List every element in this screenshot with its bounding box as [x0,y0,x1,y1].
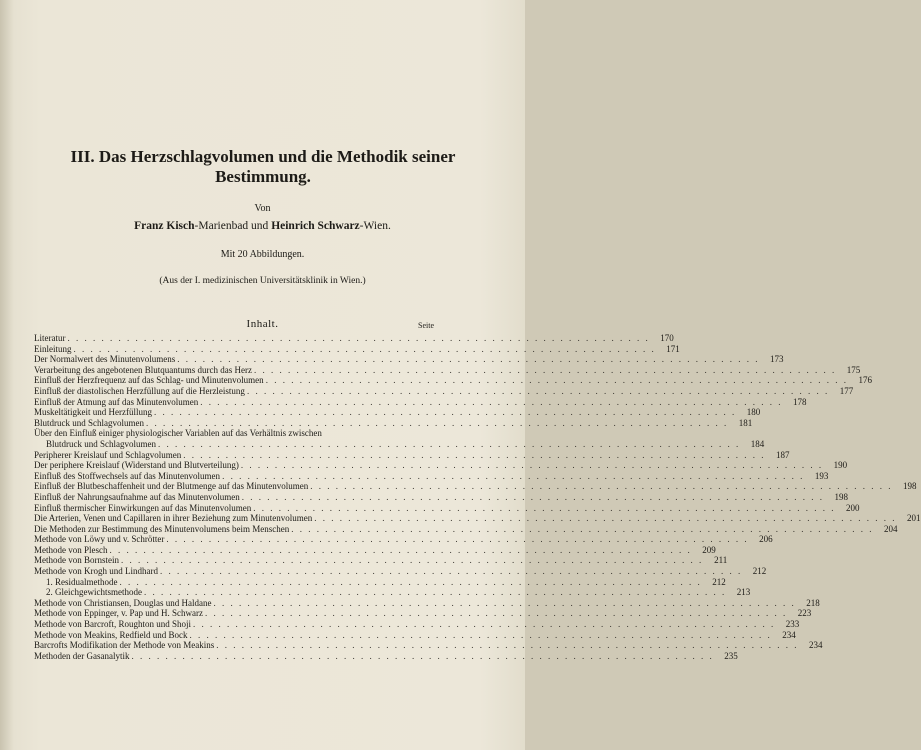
toc-entry [34,460,848,471]
toc-entry-title: Muskeltätigkeit und Herzfüllung [34,407,152,418]
toc-leader-dots: . . . . . . . . . . . . . . . . . . . . . . . . . . . . . . . . . . . . . . . . . . . . . . . . . . . . . . . . . . . . . . . . . . . . . [166,534,749,545]
toc-entry-page: 212 [712,576,726,587]
toc-entry-page: 234 [808,640,823,651]
toc-entry-page: 200 [845,502,860,513]
toc-entry-page: 170 [660,333,674,343]
toc-leader-dots: . . . . . . . . . . . . . . . . . . . . . . . . . . . . . . . . . . . . . . . . . . . . . . . . . . . . . . . . . . . . . . . . . . . . . [189,629,772,640]
toc-entry [34,417,753,429]
toc-entry-title: Einfluß der diastolischen Herzfüllung auf die Herzleistung [34,385,245,396]
toc-leader-dots: . . . . . . . . . . . . . . . . . . . . . . . . . . . . . . . . . . . . . . . . . . . . . . . . . . . . . . . . . . . . . . . . . . . . . [253,364,837,375]
toc-entry-title: Die Arterien, Venen und Capillaren in ihrer Beziehung zum Minutenvolumen [34,513,313,524]
toc-entry [34,364,861,376]
toc-entry-title: Peripherer Kreislauf und Schlagvolumen [34,449,182,460]
toc-entry-page: 198 [903,481,917,492]
toc-entry-page: 181 [738,417,753,428]
toc-entry-title: Blutdruck und Schlagvolumen [34,417,144,428]
toc-leader-dots: . . . . . . . . . . . . . . . . . . . . . . . . . . . . . . . . . . . . . . . . . . . . . . . . . . . . . . . . . . . . . . . . . . . . . [241,491,824,502]
toc-leader-dots: . . . . . . . . . . . . . . . . . . . . . . . . . . . . . . . . . . . . . . . . . . . . . . . . . . . . . . . . . . . . . . . . . . . . . [109,544,692,555]
toc-leader-dots: . . . . . . . . . . . . . . . . . . . . . . . . . . . . . . . . . . . . . . . . . . . . . . . . . . . . . . . . . . . . . . . . . . . . . [205,608,788,619]
toc-entry [34,534,773,545]
toc-entry-page: 176 [858,375,872,386]
toc-entry-title: Einleitung [34,343,72,354]
toc-entry [34,523,898,535]
toc-entry [34,470,829,482]
toc-entry [34,491,848,503]
toc-entry [34,597,820,609]
toc-entry-title: Einfluß der Herzfrequenz auf das Schlag- und Minutenvolumen [34,375,264,386]
toc-entry-page: 211 [714,555,728,566]
toc-entry [34,481,917,492]
toc-entry-title: Die Methoden zur Bestimmung des Minutenvolumens beim Menschen [34,523,290,534]
toc-entry-page: 213 [736,587,751,598]
toc-entry [34,619,800,630]
toc-entry [34,407,761,418]
toc-entry-title: Verarbeitung des angebotenen Blutquantums durch das Herz [34,364,252,375]
toc-entry-page: 177 [839,385,854,396]
author-1: Franz Kisch [134,220,195,232]
table-of-contents [34,333,921,661]
toc-entry-title: Methode von Krogh und Lindhard [34,566,158,577]
toc-entry-title: Der Normalwert des Minutenvolumens [34,354,176,365]
toc-entry-title: Einfluß des Stoffwechsels auf das Minutenvolumen [34,470,221,481]
toc-entry-title: Methode von Bornstein [34,555,119,566]
toc-leader-dots: . . . . . . . . . . . . . . . . . . . . . . . . . . . . . . . . . . . . . . . . . . . . . . . . . . . . . . . . . . . . . . . . . . . . . [119,576,702,587]
toc-entry-page: 175 [846,364,861,375]
toc-entry [34,449,790,461]
toc-entry-page: 180 [746,407,761,418]
toc-leader-dots: . . . . . . . . . . . . . . . . . . . . . . . . . . . . . . . . . . . . . . . . . . . . . . . . . . . . . . . . . . . . . . . . . . . . . [146,417,729,428]
toc-leader-dots: . . . . . . . . . . . . . . . . . . . . . . . . . . . . . . . . . . . . . . . . . . . . . . . . . . . . . . . . . . . . . . . . . . . . . [246,385,830,396]
toc-entry [34,555,728,566]
toc-leader-dots: . . . . . . . . . . . . . . . . . . . . . . . . . . . . . . . . . . . . . . . . . . . . . . . . . . . . . . . . . . . . . . . . . . . . . [73,343,656,354]
toc-entry-title: Literatur [34,333,66,343]
toc-entry [34,650,738,662]
toc-entry-title: Methode von Eppinger, v. Pap und H. Schwarz [34,608,204,619]
toc-leader-dots: . . . . . . . . . . . . . . . . . . . . . . . . . . . . . . . . . . . . . . . . . . . . . . . . . . . . . . . . . . . . . . . . . . . . . [159,566,743,577]
author-2: Heinrich Schwarz [271,220,360,232]
toc-entry-page: 173 [769,354,784,365]
toc-entry-title: Methode von Christiansen, Douglas und Haldane [34,597,212,608]
toc-leader-dots: . . . . . . . . . . . . . . . . . . . . . . . . . . . . . . . . . . . . . . . . . . . . . . . . . . . . . . . . . . . . . . . . . . . . . [121,555,704,566]
toc-entry [34,428,445,439]
toc-entry-page: 171 [666,343,680,354]
toc-entry-page: 209 [702,544,716,555]
toc-leader-dots: . . . . . . . . . . . . . . . . . . . . . . . . . . . . . . . . . . . . . . . . . . . . . . . . . . . . . . . . . . . . . . . . . . . . . [200,396,783,407]
toc-entry-page: 178 [792,396,807,407]
toc-entry [34,640,823,651]
author-1-place: -Marienbad und [194,220,269,232]
clinic-note: (Aus der I. medizinischen Universitätsklinik in Wien.) [159,276,366,286]
toc-entry [34,343,680,355]
toc-entry [34,629,796,641]
toc-leader-dots: . . . . . . . . . . . . . . . . . . . . . . . . . . . . . . . . . . . . . . . . . . . . . . . . . . . . . . . . . . . . . . . . . . . . . [131,650,714,661]
toc-entry-title: Barcrofts Modifikation der Methode von Meakins [34,640,215,651]
toc-entry-title: Methoden der Gasanalytik [34,650,130,661]
toc-entry-page: 234 [782,629,796,640]
toc-leader-dots: . . . . . . . . . . . . . . . . . . . . . . . . . . . . . . . . . . . . . . . . . . . . . . . . . . . . . . . . . . . . . . . . . . . . . [253,502,836,513]
toc-entry [34,566,767,577]
toc-leader-dots: . . . . . . . . . . . . . . . . . . . . . . . . . . . . . . . . . . . . . . . . . . . . . . . . . . . . . . . . . . . . . . . . . . . . . [177,354,760,365]
illustrations-note: Mit 20 Abbildungen. [220,249,305,260]
toc-leader-dots: . . . . . . . . . . . . . . . . . . . . . . . . . . . . . . . . . . . . . . . . . . . . . . . . . . . . . . . . . . . . . . . . . . . . . [265,375,848,386]
authors-line [0,220,525,232]
toc-entry [34,502,860,514]
toc-entry [34,354,784,365]
toc-entry [34,375,872,386]
toc-entry [34,438,765,450]
toc-entry-title: Einfluß der Nahrungsaufnahme auf das Minutenvolumen [34,491,240,502]
toc-entry-title: 2. Gleichgewichtsmethode [46,587,142,598]
toc-entry-title: Methode von Löwy und v. Schrötter [34,534,165,545]
toc-leader-dots: . . . . . . . . . . . . . . . . . . . . . . . . . . . . . . . . . . . . . . . . . . . . . . . . . . . . . . . . . . . . . . . . . . . . . [153,407,737,418]
toc-leader-dots: . . . . . . . . . . . . . . . . . . . . . . . . . . . . . . . . . . . . . . . . . . . . . . . . . . . . . . . . . . . . . . . . . . . . . [193,619,776,630]
toc-leader-dots: . . . . . . . . . . . . . . . . . . . . . . . . . . . . . . . . . . . . . . . . . . . . . . . . . . . . . . . . . . . . . . . . . . . . . [216,640,799,651]
toc-entry-page: 184 [750,438,765,449]
toc-entry-page: 206 [759,534,773,545]
toc-entry [34,396,807,408]
toc-entry-title: Blutdruck und Schlagvolumen [46,438,156,449]
toc-entry [34,333,674,344]
toc-entry [34,576,726,588]
toc-entry-title: Methode von Plesch [34,544,108,555]
toc-entry [34,587,751,598]
toc-entry-page: 218 [806,597,820,608]
by-line: Von [254,203,271,214]
toc-leader-dots: . . . . . . . . . . . . . . . . . . . . . . . . . . . . . . . . . . . . . . . . . . . . . . . . . . . . . . . . . . . . . . . . . . . . . [222,470,805,481]
toc-entry [34,544,716,556]
toc-entry-page: 235 [724,650,738,661]
toc-entry-title: Über den Einfluß einiger physiologischer Variablen auf das Verhältnis zwischen [34,428,322,439]
page-column-label: Seite [418,321,434,330]
toc-entry-page: 204 [883,523,898,534]
toc-entry [34,513,921,524]
author-2-place: -Wien. [359,220,391,232]
toc-entry-page: 212 [752,566,767,577]
toc-entry [34,385,854,397]
toc-leader-dots: . . . . . . . . . . . . . . . . . . . . . . . . . . . . . . . . . . . . . . . . . . . . . . . . . . . . . . . . . . . . . . . . . . . . . [158,438,741,449]
contents-heading: Inhalt. [246,318,279,330]
toc-leader-dots: . . . . . . . . . . . . . . . . . . . . . . . . . . . . . . . . . . . . . . . . . . . . . . . . . . . . . . . . . . . . . . . . . . . . . [310,481,893,492]
toc-entry-page: 233 [785,619,800,630]
toc-entry-title: Methode von Barcroft, Roughton und Shoji [34,619,191,630]
toc-entry-page: 223 [797,608,812,619]
toc-entry-page: 187 [775,449,790,460]
toc-leader-dots: . . . . . . . . . . . . . . . . . . . . . . . . . . . . . . . . . . . . . . . . . . . . . . . . . . . . . . . . . . . . . . . . . . . . . [67,333,650,343]
toc-entry-title: Methode von Meakins, Redfield und Bock [34,629,188,640]
toc-leader-dots: . . . . . . . . . . . . . . . . . . . . . . . . . . . . . . . . . . . . . . . . . . . . . . . . . . . . . . . . . . . . . . . . . . . . . [314,513,897,524]
toc-entry-title: Einfluß thermischer Einwirkungen auf das Minutenvolumen [34,502,252,513]
toc-leader-dots: . . . . . . . . . . . . . . . . . . . . . . . . . . . . . . . . . . . . . . . . . . . . . . . . . . . . . . . . . . . . . . . . . . . . . [240,460,824,471]
toc-entry-title: Der periphere Kreislauf (Widerstand und Blutverteilung) [34,460,239,471]
toc-entry-title: Einfluß der Blutbeschaffenheit und der Blutmenge auf das Minutenvolumen [34,481,309,492]
toc-entry-page: 190 [833,460,848,471]
toc-entry [34,608,812,619]
toc-entry-page: 201 [907,513,921,524]
toc-entry-page: 193 [814,470,829,481]
toc-entry-page: 198 [834,491,848,502]
toc-entry-title: 1. Residualmethode [46,576,118,587]
toc-leader-dots: . . . . . . . . . . . . . . . . . . . . . . . . . . . . . . . . . . . . . . . . . . . . . . . . . . . . . . . . . . . . . . . . . . . . . [183,449,766,460]
chapter-title: III. Das Herzschlagvolumen und die Methodik seiner Bestimmung. [70,147,456,186]
toc-leader-dots: . . . . . . . . . . . . . . . . . . . . . . . . . . . . . . . . . . . . . . . . . . . . . . . . . . . . . . . . . . . . . . . . . . . . . [143,587,727,598]
toc-entry-title: Einfluß der Atmung auf das Minutenvolumen [34,396,199,407]
toc-leader-dots: . . . . . . . . . . . . . . . . . . . . . . . . . . . . . . . . . . . . . . . . . . . . . . . . . . . . . . . . . . . . . . . . . . . . . [291,523,874,534]
toc-leader-dots: . . . . . . . . . . . . . . . . . . . . . . . . . . . . . . . . . . . . . . . . . . . . . . . . . . . . . . . . . . . . . . . . . . . . . [213,597,796,608]
